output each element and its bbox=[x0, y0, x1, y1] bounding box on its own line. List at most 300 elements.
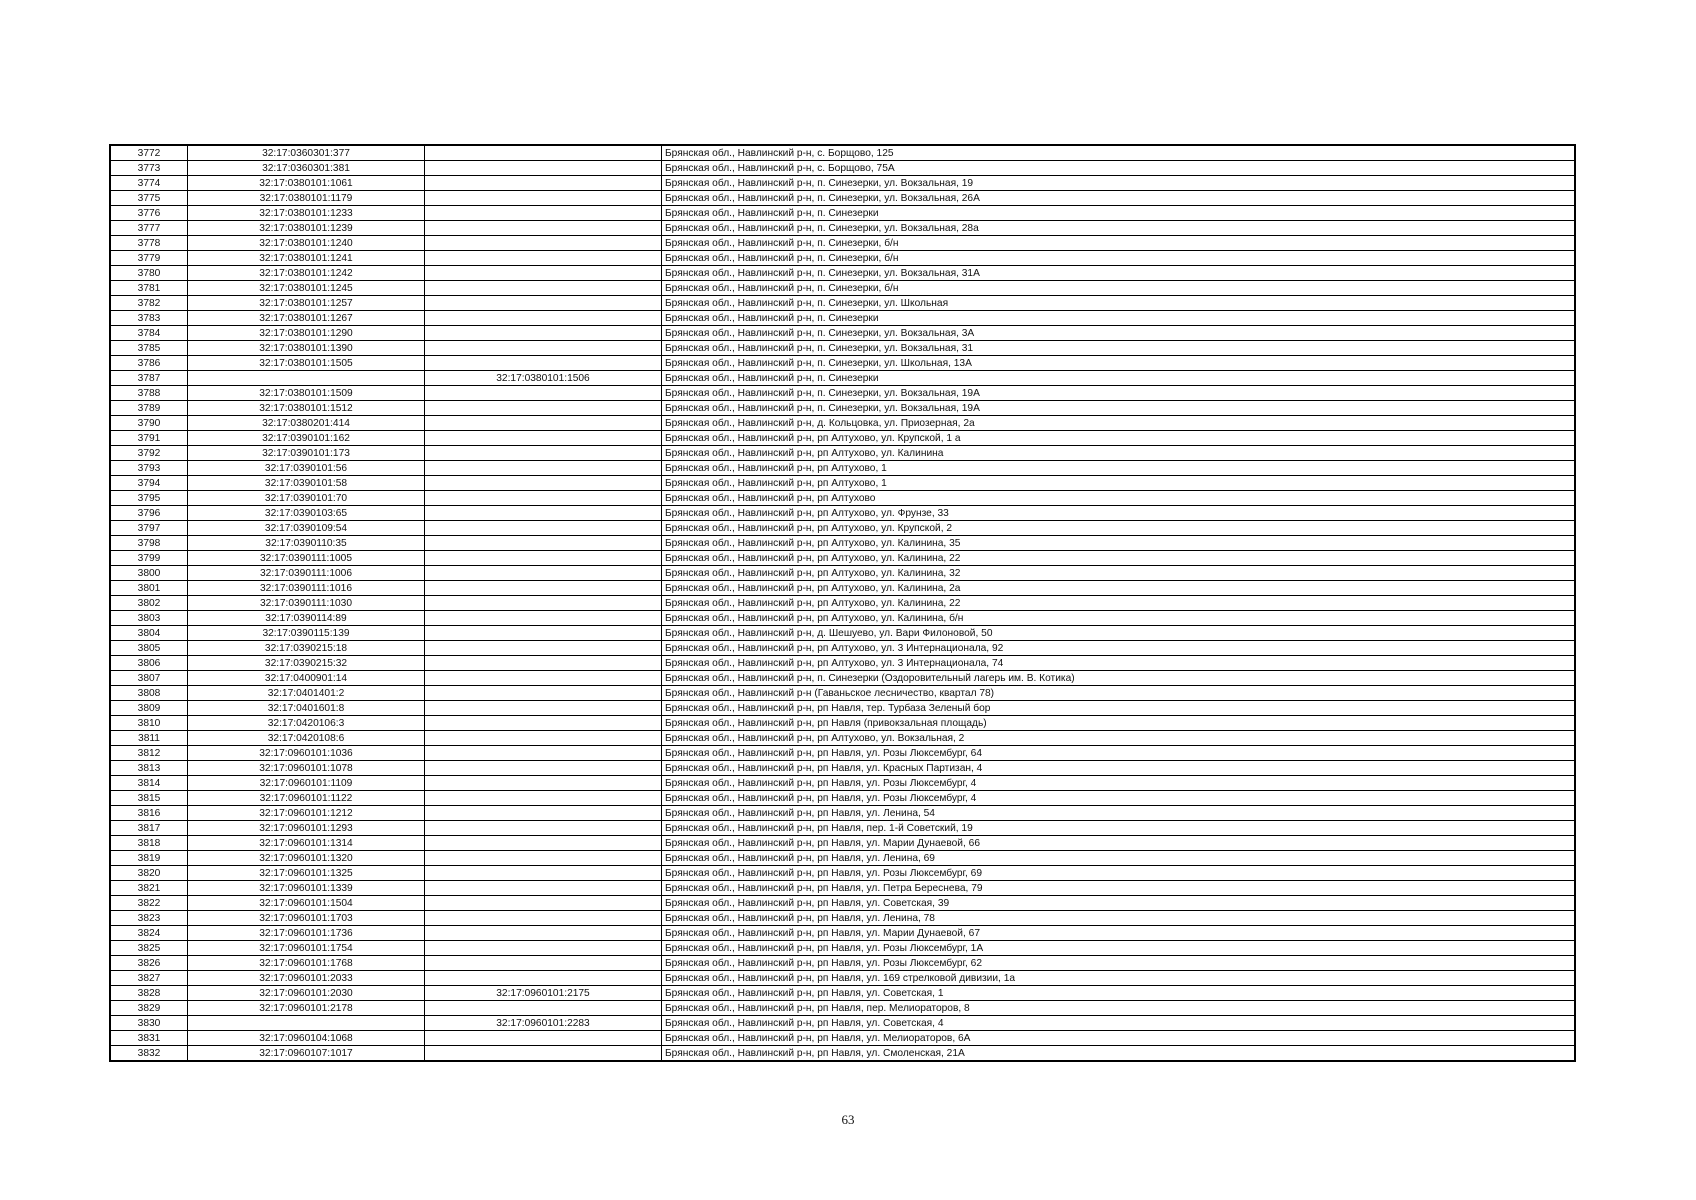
secondary-cadastral-number-cell bbox=[425, 626, 662, 641]
table-row bbox=[110, 836, 1575, 851]
row-number-cell: 3784 bbox=[110, 326, 188, 341]
secondary-cadastral-number-cell bbox=[425, 356, 662, 371]
table-row bbox=[110, 866, 1575, 881]
row-number-cell: 3811 bbox=[110, 731, 188, 746]
row-number-cell: 3809 bbox=[110, 701, 188, 716]
address-cell: Брянская обл., Навлинский р-н, рп Алтухово, ул. Калинина, 22 bbox=[662, 596, 1576, 611]
cadastral-number-cell: 32:17:0390115:139 bbox=[188, 626, 425, 641]
cadastral-number-cell: 32:17:0360301:381 bbox=[188, 161, 425, 176]
cadastral-number-cell: 32:17:0380101:1245 bbox=[188, 281, 425, 296]
address-cell: Брянская обл., Навлинский р-н, рп Навля, ул. Розы Люксембург, 4 bbox=[662, 776, 1576, 791]
row-number-cell: 3821 bbox=[110, 881, 188, 896]
register-table bbox=[109, 144, 1576, 1062]
cadastral-number-cell: 32:17:0390111:1005 bbox=[188, 551, 425, 566]
secondary-cadastral-number-cell bbox=[425, 746, 662, 761]
table-row bbox=[110, 206, 1575, 221]
address-cell: Брянская обл., Навлинский р-н, рп Навля, ул. Розы Люксембург, 4 bbox=[662, 791, 1576, 806]
table-row bbox=[110, 851, 1575, 866]
table-row bbox=[110, 251, 1575, 266]
table-row bbox=[110, 656, 1575, 671]
cadastral-number-cell: 32:17:0380101:1061 bbox=[188, 176, 425, 191]
cadastral-number-cell: 32:17:0960101:1293 bbox=[188, 821, 425, 836]
address-cell: Брянская обл., Навлинский р-н, рп Навля, ул. Петра Береснева, 79 bbox=[662, 881, 1576, 896]
row-number-cell: 3829 bbox=[110, 1001, 188, 1016]
table-row bbox=[110, 145, 1575, 161]
secondary-cadastral-number-cell bbox=[425, 941, 662, 956]
cadastral-number-cell: 32:17:0960101:1036 bbox=[188, 746, 425, 761]
address-cell: Брянская обл., Навлинский р-н, п. Синезерки, ул. Вокзальная, 28а bbox=[662, 221, 1576, 236]
table-row bbox=[110, 506, 1575, 521]
cadastral-number-cell: 32:17:0401601:8 bbox=[188, 701, 425, 716]
address-cell: Брянская обл., Навлинский р-н, рп Алтухово, ул. Вокзальная, 2 bbox=[662, 731, 1576, 746]
row-number-cell: 3776 bbox=[110, 206, 188, 221]
row-number-cell: 3830 bbox=[110, 1016, 188, 1031]
cadastral-number-cell: 32:17:0390114:89 bbox=[188, 611, 425, 626]
row-number-cell: 3817 bbox=[110, 821, 188, 836]
address-cell: Брянская обл., Навлинский р-н, рп Навля (привокзальная площадь) bbox=[662, 716, 1576, 731]
cadastral-number-cell: 32:17:0380101:1179 bbox=[188, 191, 425, 206]
cadastral-number-cell: 32:17:0400901:14 bbox=[188, 671, 425, 686]
cadastral-number-cell: 32:17:0960101:1754 bbox=[188, 941, 425, 956]
cadastral-number-cell: 32:17:0380101:1505 bbox=[188, 356, 425, 371]
cadastral-number-cell: 32:17:0960101:1314 bbox=[188, 836, 425, 851]
row-number-cell: 3774 bbox=[110, 176, 188, 191]
address-cell: Брянская обл., Навлинский р-н, рп Алтухово, ул. Калинина, 22 bbox=[662, 551, 1576, 566]
secondary-cadastral-number-cell bbox=[425, 851, 662, 866]
secondary-cadastral-number-cell bbox=[425, 866, 662, 881]
address-cell: Брянская обл., Навлинский р-н, рп Навля, ул. Ленина, 69 bbox=[662, 851, 1576, 866]
address-cell: Брянская обл., Навлинский р-н, с. Борщово, 125 bbox=[662, 145, 1576, 161]
secondary-cadastral-number-cell bbox=[425, 461, 662, 476]
address-cell: Брянская обл., Навлинский р-н, рп Навля, ул. Мелиораторов, 6А bbox=[662, 1031, 1576, 1046]
cadastral-number-cell: 32:17:0960101:1339 bbox=[188, 881, 425, 896]
table-row bbox=[110, 986, 1575, 1001]
cadastral-number-cell: 32:17:0960104:1068 bbox=[188, 1031, 425, 1046]
cadastral-number-cell: 32:17:0380201:414 bbox=[188, 416, 425, 431]
cadastral-number-cell: 32:17:0390101:56 bbox=[188, 461, 425, 476]
address-cell: Брянская обл., Навлинский р-н, с. Борщово, 75А bbox=[662, 161, 1576, 176]
secondary-cadastral-number-cell bbox=[425, 506, 662, 521]
cadastral-number-cell: 32:17:0390101:173 bbox=[188, 446, 425, 461]
row-number-cell: 3795 bbox=[110, 491, 188, 506]
table-row bbox=[110, 491, 1575, 506]
secondary-cadastral-number-cell bbox=[425, 806, 662, 821]
table-row bbox=[110, 566, 1575, 581]
table-row bbox=[110, 716, 1575, 731]
address-cell: Брянская обл., Навлинский р-н, рп Навля, ул. Розы Люксембург, 1А bbox=[662, 941, 1576, 956]
table-row bbox=[110, 626, 1575, 641]
table-row bbox=[110, 176, 1575, 191]
secondary-cadastral-number-cell bbox=[425, 596, 662, 611]
address-cell: Брянская обл., Навлинский р-н, рп Алтухово, ул. Калинина, 2а bbox=[662, 581, 1576, 596]
address-cell: Брянская обл., Навлинский р-н, рп Навля, ул. Советская, 1 bbox=[662, 986, 1576, 1001]
row-number-cell: 3786 bbox=[110, 356, 188, 371]
secondary-cadastral-number-cell bbox=[425, 611, 662, 626]
table-row bbox=[110, 641, 1575, 656]
row-number-cell: 3806 bbox=[110, 656, 188, 671]
address-cell: Брянская обл., Навлинский р-н, п. Синезерки, ул. Вокзальная, 31 bbox=[662, 341, 1576, 356]
secondary-cadastral-number-cell bbox=[425, 311, 662, 326]
cadastral-number-cell: 32:17:0960101:1109 bbox=[188, 776, 425, 791]
address-cell: Брянская обл., Навлинский р-н, рп Алтухово, ул. Калинина, б/н bbox=[662, 611, 1576, 626]
row-number-cell: 3814 bbox=[110, 776, 188, 791]
row-number-cell: 3777 bbox=[110, 221, 188, 236]
table-row bbox=[110, 611, 1575, 626]
secondary-cadastral-number-cell bbox=[425, 956, 662, 971]
secondary-cadastral-number-cell bbox=[425, 836, 662, 851]
row-number-cell: 3828 bbox=[110, 986, 188, 1001]
page-number: 63 bbox=[841, 1112, 855, 1127]
row-number-cell: 3797 bbox=[110, 521, 188, 536]
table-row bbox=[110, 521, 1575, 536]
row-number-cell: 3792 bbox=[110, 446, 188, 461]
row-number-cell: 3810 bbox=[110, 716, 188, 731]
secondary-cadastral-number-cell: 32:17:0960101:2283 bbox=[425, 1016, 662, 1031]
row-number-cell: 3785 bbox=[110, 341, 188, 356]
secondary-cadastral-number-cell bbox=[425, 716, 662, 731]
row-number-cell: 3800 bbox=[110, 566, 188, 581]
table-row bbox=[110, 971, 1575, 986]
row-number-cell: 3820 bbox=[110, 866, 188, 881]
cadastral-number-cell: 32:17:0960101:1703 bbox=[188, 911, 425, 926]
address-cell: Брянская обл., Навлинский р-н, рп Навля, пер. Мелиораторов, 8 bbox=[662, 1001, 1576, 1016]
row-number-cell: 3790 bbox=[110, 416, 188, 431]
table-row bbox=[110, 356, 1575, 371]
table-row bbox=[110, 371, 1575, 386]
address-cell: Брянская обл., Навлинский р-н, п. Синезерки, ул. Школьная, 13А bbox=[662, 356, 1576, 371]
row-number-cell: 3793 bbox=[110, 461, 188, 476]
address-cell: Брянская обл., Навлинский р-н, п. Синезерки bbox=[662, 311, 1576, 326]
row-number-cell: 3815 bbox=[110, 791, 188, 806]
table-row bbox=[110, 911, 1575, 926]
secondary-cadastral-number-cell bbox=[425, 281, 662, 296]
row-number-cell: 3802 bbox=[110, 596, 188, 611]
cadastral-number-cell: 32:17:0960101:1078 bbox=[188, 761, 425, 776]
secondary-cadastral-number-cell bbox=[425, 641, 662, 656]
table-row bbox=[110, 1046, 1575, 1062]
row-number-cell: 3819 bbox=[110, 851, 188, 866]
address-cell: Брянская обл., Навлинский р-н, рп Навля, ул. Советская, 4 bbox=[662, 1016, 1576, 1031]
table-row bbox=[110, 536, 1575, 551]
secondary-cadastral-number-cell bbox=[425, 536, 662, 551]
address-cell: Брянская обл., Навлинский р-н, рп Навля, ул. Марии Дунаевой, 66 bbox=[662, 836, 1576, 851]
row-number-cell: 3804 bbox=[110, 626, 188, 641]
row-number-cell: 3775 bbox=[110, 191, 188, 206]
secondary-cadastral-number-cell bbox=[425, 581, 662, 596]
row-number-cell: 3818 bbox=[110, 836, 188, 851]
register-table-body bbox=[110, 145, 1575, 1061]
row-number-cell: 3808 bbox=[110, 686, 188, 701]
table-row bbox=[110, 1001, 1575, 1016]
address-cell: Брянская обл., Навлинский р-н, рп Алтухово, ул. Калинина bbox=[662, 446, 1576, 461]
address-cell: Брянская обл., Навлинский р-н, рп Навля, тер. Турбаза Зеленый бор bbox=[662, 701, 1576, 716]
table-row bbox=[110, 191, 1575, 206]
table-row bbox=[110, 236, 1575, 251]
secondary-cadastral-number-cell bbox=[425, 731, 662, 746]
secondary-cadastral-number-cell bbox=[425, 296, 662, 311]
row-number-cell: 3816 bbox=[110, 806, 188, 821]
secondary-cadastral-number-cell bbox=[425, 686, 662, 701]
secondary-cadastral-number-cell bbox=[425, 791, 662, 806]
address-cell: Брянская обл., Навлинский р-н, рп Алтухово, ул. Калинина, 35 bbox=[662, 536, 1576, 551]
table-row bbox=[110, 311, 1575, 326]
row-number-cell: 3831 bbox=[110, 1031, 188, 1046]
address-cell: Брянская обл., Навлинский р-н, рп Навля, ул. Смоленская, 21А bbox=[662, 1046, 1576, 1062]
table-row bbox=[110, 881, 1575, 896]
cadastral-number-cell: 32:17:0380101:1242 bbox=[188, 266, 425, 281]
table-row bbox=[110, 821, 1575, 836]
table-row bbox=[110, 161, 1575, 176]
table-row bbox=[110, 596, 1575, 611]
row-number-cell: 3791 bbox=[110, 431, 188, 446]
table-row bbox=[110, 791, 1575, 806]
table-row bbox=[110, 416, 1575, 431]
table-row bbox=[110, 551, 1575, 566]
cadastral-number-cell: 32:17:0380101:1267 bbox=[188, 311, 425, 326]
row-number-cell: 3787 bbox=[110, 371, 188, 386]
secondary-cadastral-number-cell bbox=[425, 566, 662, 581]
secondary-cadastral-number-cell bbox=[425, 701, 662, 716]
secondary-cadastral-number-cell bbox=[425, 191, 662, 206]
row-number-cell: 3823 bbox=[110, 911, 188, 926]
table-row bbox=[110, 581, 1575, 596]
cadastral-number-cell: 32:17:0960101:1768 bbox=[188, 956, 425, 971]
cadastral-number-cell: 32:17:0390215:32 bbox=[188, 656, 425, 671]
secondary-cadastral-number-cell bbox=[425, 821, 662, 836]
row-number-cell: 3824 bbox=[110, 926, 188, 941]
row-number-cell: 3832 bbox=[110, 1046, 188, 1062]
address-cell: Брянская обл., Навлинский р-н (Гаваньское лесничество, квартал 78) bbox=[662, 686, 1576, 701]
secondary-cadastral-number-cell bbox=[425, 145, 662, 161]
address-cell: Брянская обл., Навлинский р-н, п. Синезерки, б/н bbox=[662, 236, 1576, 251]
cadastral-number-cell: 32:17:0401401:2 bbox=[188, 686, 425, 701]
cadastral-number-cell: 32:17:0960101:1736 bbox=[188, 926, 425, 941]
cadastral-number-cell: 32:17:0380101:1240 bbox=[188, 236, 425, 251]
address-cell: Брянская обл., Навлинский р-н, рп Навля, ул. Марии Дунаевой, 67 bbox=[662, 926, 1576, 941]
table-row bbox=[110, 1016, 1575, 1031]
secondary-cadastral-number-cell bbox=[425, 386, 662, 401]
row-number-cell: 3799 bbox=[110, 551, 188, 566]
table-row bbox=[110, 956, 1575, 971]
row-number-cell: 3812 bbox=[110, 746, 188, 761]
row-number-cell: 3827 bbox=[110, 971, 188, 986]
cadastral-number-cell: 32:17:0360301:377 bbox=[188, 145, 425, 161]
cadastral-number-cell: 32:17:0960107:1017 bbox=[188, 1046, 425, 1062]
row-number-cell: 3778 bbox=[110, 236, 188, 251]
address-cell: Брянская обл., Навлинский р-н, п. Синезерки, ул. Вокзальная, 3А bbox=[662, 326, 1576, 341]
table-row bbox=[110, 896, 1575, 911]
table-row bbox=[110, 806, 1575, 821]
address-cell: Брянская обл., Навлинский р-н, рп Алтухово, ул. Фрунзе, 33 bbox=[662, 506, 1576, 521]
cadastral-number-cell: 32:17:0380101:1512 bbox=[188, 401, 425, 416]
table-row bbox=[110, 446, 1575, 461]
table-row bbox=[110, 1031, 1575, 1046]
table-row bbox=[110, 686, 1575, 701]
secondary-cadastral-number-cell bbox=[425, 221, 662, 236]
address-cell: Брянская обл., Навлинский р-н, рп Навля, ул. Красных Партизан, 4 bbox=[662, 761, 1576, 776]
cadastral-number-cell: 32:17:0960101:2030 bbox=[188, 986, 425, 1001]
cadastral-number-cell: 32:17:0380101:1257 bbox=[188, 296, 425, 311]
row-number-cell: 3813 bbox=[110, 761, 188, 776]
address-cell: Брянская обл., Навлинский р-н, п. Синезерки, ул. Вокзальная, 19А bbox=[662, 401, 1576, 416]
row-number-cell: 3788 bbox=[110, 386, 188, 401]
cadastral-number-cell: 32:17:0380101:1239 bbox=[188, 221, 425, 236]
address-cell: Брянская обл., Навлинский р-н, рп Навля, ул. Розы Люксембург, 69 bbox=[662, 866, 1576, 881]
secondary-cadastral-number-cell bbox=[425, 1046, 662, 1062]
secondary-cadastral-number-cell bbox=[425, 476, 662, 491]
row-number-cell: 3796 bbox=[110, 506, 188, 521]
cadastral-number-cell: 32:17:0390111:1006 bbox=[188, 566, 425, 581]
row-number-cell: 3772 bbox=[110, 145, 188, 161]
cadastral-number-cell: 32:17:0420108:6 bbox=[188, 731, 425, 746]
table-row bbox=[110, 341, 1575, 356]
row-number-cell: 3803 bbox=[110, 611, 188, 626]
cadastral-number-cell: 32:17:0420106:3 bbox=[188, 716, 425, 731]
cadastral-number-cell: 32:17:0390215:18 bbox=[188, 641, 425, 656]
secondary-cadastral-number-cell bbox=[425, 161, 662, 176]
table-row bbox=[110, 926, 1575, 941]
table-row bbox=[110, 386, 1575, 401]
cadastral-number-cell: 32:17:0380101:1290 bbox=[188, 326, 425, 341]
secondary-cadastral-number-cell bbox=[425, 911, 662, 926]
row-number-cell: 3779 bbox=[110, 251, 188, 266]
address-cell: Брянская обл., Навлинский р-н, рп Навля, ул. Ленина, 78 bbox=[662, 911, 1576, 926]
cadastral-number-cell: 32:17:0390103:65 bbox=[188, 506, 425, 521]
table-row bbox=[110, 746, 1575, 761]
cadastral-number-cell: 32:17:0390101:58 bbox=[188, 476, 425, 491]
secondary-cadastral-number-cell bbox=[425, 236, 662, 251]
address-cell: Брянская обл., Навлинский р-н, п. Синезерки, б/н bbox=[662, 281, 1576, 296]
row-number-cell: 3801 bbox=[110, 581, 188, 596]
cadastral-number-cell: 32:17:0390101:162 bbox=[188, 431, 425, 446]
table-row bbox=[110, 731, 1575, 746]
address-cell: Брянская обл., Навлинский р-н, п. Синезерки, ул. Вокзальная, 19 bbox=[662, 176, 1576, 191]
address-cell: Брянская обл., Навлинский р-н, п. Синезерки, ул. Вокзальная, 19А bbox=[662, 386, 1576, 401]
row-number-cell: 3794 bbox=[110, 476, 188, 491]
address-cell: Брянская обл., Навлинский р-н, п. Синезерки, ул. Вокзальная, 26А bbox=[662, 191, 1576, 206]
cadastral-number-cell bbox=[188, 1016, 425, 1031]
table-row bbox=[110, 266, 1575, 281]
table-row bbox=[110, 461, 1575, 476]
address-cell: Брянская обл., Навлинский р-н, п. Синезерки, ул. Школьная bbox=[662, 296, 1576, 311]
cadastral-number-cell: 32:17:0960101:1212 bbox=[188, 806, 425, 821]
table-row bbox=[110, 281, 1575, 296]
row-number-cell: 3825 bbox=[110, 941, 188, 956]
cadastral-number-cell: 32:17:0380101:1390 bbox=[188, 341, 425, 356]
address-cell: Брянская обл., Навлинский р-н, рп Алтухово, ул. Крупской, 1 а bbox=[662, 431, 1576, 446]
secondary-cadastral-number-cell bbox=[425, 206, 662, 221]
secondary-cadastral-number-cell bbox=[425, 401, 662, 416]
address-cell: Брянская обл., Навлинский р-н, п. Синезерки bbox=[662, 206, 1576, 221]
cadastral-number-cell: 32:17:0390111:1016 bbox=[188, 581, 425, 596]
table-row bbox=[110, 701, 1575, 716]
secondary-cadastral-number-cell bbox=[425, 971, 662, 986]
secondary-cadastral-number-cell: 32:17:0960101:2175 bbox=[425, 986, 662, 1001]
secondary-cadastral-number-cell bbox=[425, 761, 662, 776]
cadastral-number-cell: 32:17:0960101:2033 bbox=[188, 971, 425, 986]
secondary-cadastral-number-cell bbox=[425, 656, 662, 671]
secondary-cadastral-number-cell bbox=[425, 671, 662, 686]
cadastral-number-cell: 32:17:0380101:1233 bbox=[188, 206, 425, 221]
cadastral-number-cell: 32:17:0390111:1030 bbox=[188, 596, 425, 611]
table-row bbox=[110, 941, 1575, 956]
cadastral-number-cell: 32:17:0390109:54 bbox=[188, 521, 425, 536]
table-row bbox=[110, 671, 1575, 686]
address-cell: Брянская обл., Навлинский р-н, рп Алтухово, ул. 3 Интернационала, 74 bbox=[662, 656, 1576, 671]
secondary-cadastral-number-cell bbox=[425, 176, 662, 191]
cadastral-number-cell: 32:17:0960101:1320 bbox=[188, 851, 425, 866]
secondary-cadastral-number-cell bbox=[425, 326, 662, 341]
table-row bbox=[110, 296, 1575, 311]
table-row bbox=[110, 326, 1575, 341]
row-number-cell: 3773 bbox=[110, 161, 188, 176]
address-cell: Брянская обл., Навлинский р-н, п. Синезерки (Оздоровительный лагерь им. В. Котика) bbox=[662, 671, 1576, 686]
address-cell: Брянская обл., Навлинский р-н, рп Алтухово, 1 bbox=[662, 461, 1576, 476]
cadastral-number-cell: 32:17:0390110:35 bbox=[188, 536, 425, 551]
row-number-cell: 3782 bbox=[110, 296, 188, 311]
row-number-cell: 3781 bbox=[110, 281, 188, 296]
secondary-cadastral-number-cell bbox=[425, 551, 662, 566]
row-number-cell: 3780 bbox=[110, 266, 188, 281]
address-cell: Брянская обл., Навлинский р-н, рп Алтухово, ул. Калинина, 32 bbox=[662, 566, 1576, 581]
address-cell: Брянская обл., Навлинский р-н, рп Навля, ул. 169 стрелковой дивизии, 1а bbox=[662, 971, 1576, 986]
row-number-cell: 3798 bbox=[110, 536, 188, 551]
row-number-cell: 3805 bbox=[110, 641, 188, 656]
table-row bbox=[110, 476, 1575, 491]
cadastral-number-cell: 32:17:0960101:1325 bbox=[188, 866, 425, 881]
secondary-cadastral-number-cell bbox=[425, 446, 662, 461]
secondary-cadastral-number-cell: 32:17:0380101:1506 bbox=[425, 371, 662, 386]
secondary-cadastral-number-cell bbox=[425, 1001, 662, 1016]
cadastral-number-cell: 32:17:0960101:1122 bbox=[188, 791, 425, 806]
address-cell: Брянская обл., Навлинский р-н, д. Шешуево, ул. Вари Филоновой, 50 bbox=[662, 626, 1576, 641]
row-number-cell: 3807 bbox=[110, 671, 188, 686]
cadastral-number-cell: 32:17:0380101:1509 bbox=[188, 386, 425, 401]
row-number-cell: 3826 bbox=[110, 956, 188, 971]
address-cell: Брянская обл., Навлинский р-н, рп Навля, ул. Розы Люксембург, 62 bbox=[662, 956, 1576, 971]
secondary-cadastral-number-cell bbox=[425, 416, 662, 431]
table-row bbox=[110, 761, 1575, 776]
cadastral-number-cell: 32:17:0960101:2178 bbox=[188, 1001, 425, 1016]
row-number-cell: 3789 bbox=[110, 401, 188, 416]
table-row bbox=[110, 401, 1575, 416]
cadastral-number-cell: 32:17:0390101:70 bbox=[188, 491, 425, 506]
secondary-cadastral-number-cell bbox=[425, 521, 662, 536]
address-cell: Брянская обл., Навлинский р-н, п. Синезерки bbox=[662, 371, 1576, 386]
secondary-cadastral-number-cell bbox=[425, 491, 662, 506]
secondary-cadastral-number-cell bbox=[425, 251, 662, 266]
cadastral-number-cell bbox=[188, 371, 425, 386]
cadastral-number-cell: 32:17:0380101:1241 bbox=[188, 251, 425, 266]
secondary-cadastral-number-cell bbox=[425, 266, 662, 281]
address-cell: Брянская обл., Навлинский р-н, рп Алтухово, ул. Крупской, 2 bbox=[662, 521, 1576, 536]
secondary-cadastral-number-cell bbox=[425, 1031, 662, 1046]
secondary-cadastral-number-cell bbox=[425, 926, 662, 941]
table-row bbox=[110, 431, 1575, 446]
secondary-cadastral-number-cell bbox=[425, 431, 662, 446]
address-cell: Брянская обл., Навлинский р-н, рп Алтухово bbox=[662, 491, 1576, 506]
secondary-cadastral-number-cell bbox=[425, 341, 662, 356]
address-cell: Брянская обл., Навлинский р-н, рп Навля, ул. Ленина, 54 bbox=[662, 806, 1576, 821]
address-cell: Брянская обл., Навлинский р-н, п. Синезерки, б/н bbox=[662, 251, 1576, 266]
address-cell: Брянская обл., Навлинский р-н, рп Навля, ул. Советская, 39 bbox=[662, 896, 1576, 911]
address-cell: Брянская обл., Навлинский р-н, рп Алтухово, ул. 3 Интернационала, 92 bbox=[662, 641, 1576, 656]
table-row bbox=[110, 776, 1575, 791]
address-cell: Брянская обл., Навлинский р-н, рп Алтухово, 1 bbox=[662, 476, 1576, 491]
secondary-cadastral-number-cell bbox=[425, 896, 662, 911]
address-cell: Брянская обл., Навлинский р-н, д. Кольцовка, ул. Приозерная, 2а bbox=[662, 416, 1576, 431]
address-cell: Брянская обл., Навлинский р-н, п. Синезерки, ул. Вокзальная, 31А bbox=[662, 266, 1576, 281]
